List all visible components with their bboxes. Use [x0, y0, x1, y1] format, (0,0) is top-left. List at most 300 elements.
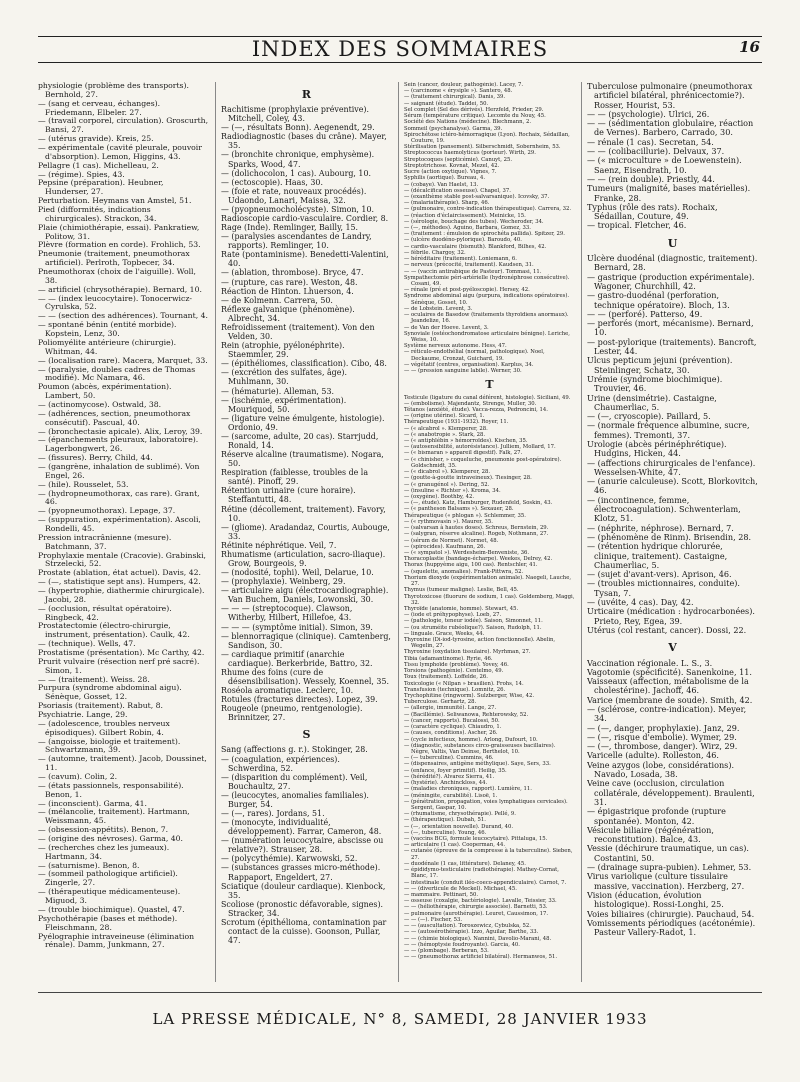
index-entry: — (actinomycose). Ostwald, 38.	[38, 399, 162, 409]
index-entry: — (états passionnels, responsabilité). Benon, 1.	[38, 780, 184, 799]
index-entry: — cutanée (épreuve de la compresse à la tuberculine). Sieben, 27.	[404, 848, 573, 861]
index-entry: — — (hémoptysie foudroyante). Garcia, 40.	[404, 941, 520, 948]
index-entry: Thoracoplastie (bandage-écharpe). Weekes, Delrey, 42.	[404, 556, 553, 563]
index-entry: Réserve alcaline (traumatisme). Nogara, 50.	[221, 450, 384, 469]
index-entry: Sein (cancer, douleur, pathogénie). Lacey, 7.	[404, 82, 524, 88]
index-entry: Thyroïde (anatomie, homme). Stewart, 45.	[404, 605, 519, 612]
page-footer: LA PRESSE MÉDICALE, N° 8, SAMEDI, 28 JANVIER 1933	[152, 1010, 648, 1028]
index-entry: — (épanchements pleuraux, laboratoire). Lagerbongwert, 26.	[38, 435, 199, 454]
index-entry: Varice (membrane de soude). Smith, 42.	[587, 694, 753, 705]
index-entry: — (cavum). Colin, 2.	[38, 772, 118, 782]
index-entry: — (rétention hydrique chlorurée, clinique, traitement). Castaigne, Chaumerliac, 5.	[587, 541, 728, 570]
index-entry: — (—, thrombose, danger). Wirz, 29.	[587, 741, 738, 752]
index-column-1	[38, 82, 209, 982]
footer-rule	[38, 992, 762, 993]
index-entry: Virus variolique (culture tissulaire massive, vaccination). Herzberg, 27.	[587, 871, 745, 891]
index-entry: — (occlusion, résultat opératoire). Ringbeck, 42.	[38, 603, 172, 622]
index-entry: Veine cave (occlusion, circulation collatérale, développement). Braulenti, 31.	[587, 778, 755, 807]
index-entry: — (pulmonaire, contre-indication thérapeutique). Carrera, 32.	[404, 206, 572, 213]
index-entry: Tuberculose pulmonaire (pneumothorax artificiel bilatéral, phrénicectomie?). Rosser, Hourist, 53.	[587, 82, 753, 110]
index-entry: — (saturnisme). Benon, 8.	[38, 860, 140, 870]
index-entry: — articulaire (1 cas). Cooperman, 44.	[404, 842, 506, 849]
index-entry: — (troubles mictionnaires, conduite). Tysan, 7.	[587, 578, 740, 598]
index-entry: — (exanthème stable post-salvarsanique). Icovsky, 37.	[404, 193, 550, 200]
index-entry: — (—, statistique sept ans). Humpers, 42.	[38, 577, 201, 587]
index-entry: Rhumatisme (articulation, sacro-iliaque). Grow, Bourgeois, 9.	[221, 549, 386, 568]
index-entry: — (« sympatol »). Werdesheim-Benveniste, 36.	[404, 549, 530, 556]
index-entry: — (sclérose, contre-indication). Meyer, 34.	[587, 704, 747, 724]
index-entry: — gastro-duodénal (perforation, technique opératoire). Bloch, 13.	[587, 290, 730, 310]
index-entry: Urticaire (médication : hydrocarbonées). Prieto, Rey, Egea, 39.	[587, 606, 755, 626]
index-entry: — nerveux (précocité, traitement). Kaudsen, 31.	[404, 262, 534, 269]
index-entry: — (gliome). Aradandaz, Courtis, Aubouge, 33.	[221, 522, 390, 541]
index-entry: — — (perforé). Patterso, 49.	[587, 308, 703, 319]
index-entry: — (causes, conditions). Ascher, 26.	[404, 730, 498, 737]
index-entry: — (—, rares). Jordans, 51.	[221, 809, 325, 819]
section-letter: V	[668, 641, 677, 655]
index-entry: — (« dicabrol »). Klemperer, 28.	[404, 469, 491, 476]
index-entry: — spontané bénin (entité morbide). Kopstein, Lenz, 30.	[38, 320, 177, 339]
index-entry: — (réaction d'éclaircissement). Meinicke, 15.	[404, 212, 526, 219]
index-entry: — (autosensibilité, autorésistance). Julliem, Mollard, 17.	[404, 444, 556, 451]
index-entry: Thyroxine (Di-iod-tyrosine, action fonctionnelle). Abelin, Wegelin, 27.	[404, 637, 556, 650]
index-entry: — (localisation rare). Macera, Marquet, 33.	[38, 355, 208, 365]
index-entry: Rétention urinaire (cure horaire). Steffantutti, 48.	[221, 486, 356, 505]
index-entry: — osseuse (coxalgie, bactériologie). Lavalle, Teissier, 33.	[404, 898, 557, 905]
index-entry: Urine (densimétrie). Castaigne, Chaumerliac, 5.	[587, 392, 717, 412]
index-entry: — — (traitement). Weiss. 28.	[38, 674, 150, 684]
index-entry: — de Lobstein. Levent, 3.	[404, 305, 473, 312]
index-entry: Synoviale (ostéochondromatose articulaire bénigne). Leriche, Weiss, 10.	[404, 330, 570, 343]
index-entry: Purpura (syndrome abdominal aigu). Sénèque, Gosset, 12.	[38, 683, 182, 702]
index-entry: — (excrétion des sulfates, âge). Muhlmann, 30.	[221, 368, 347, 387]
index-entry: — (utérus gravide). Kreis, 25.	[38, 134, 154, 144]
index-entry: Plaie (chimiothérapie, essai). Pankratiew, Politow, 31.	[38, 222, 200, 241]
index-entry: — épididymo-testiculaire (radiothérapie). Mathey-Cornat, Blanc, 17.	[404, 867, 559, 880]
index-entry: — de Kolmenn. Carrera, 50.	[221, 295, 333, 305]
index-entry: — (dolichocolon, 1 cas). Aubourg, 10.	[221, 168, 371, 178]
index-entry: — (enfance, foyer primitif). Heilig, 35.	[404, 767, 507, 774]
index-entry: Varicelle (adulte). Rolleston, 46.	[587, 750, 720, 761]
index-entry: — — (autosérothérapie). Izzo, Aguilar, Barthe, 33.	[404, 929, 539, 936]
index-entry: Voies biliaires (chirurgie). Pauchaud, 54.	[587, 908, 755, 919]
index-entry: — (adolescence, troubles nerveux épisodiques). Gilbert Robin, 4.	[38, 718, 170, 737]
index-entry: — perforés (mort, mécanisme). Bernard, 10.	[587, 318, 754, 338]
index-entry: Pied (difformités, indications chirurgicales). Strackon, 34.	[38, 205, 157, 223]
index-entry: — (affections chirurgicales de l'enfance). Wesselsen-White, 47.	[587, 457, 756, 477]
index-entry: Thérapeutique (« phlogan »). Schlemmer, 35.	[404, 512, 526, 519]
index-entry: — (thérapeutique). Dubah, 51.	[404, 817, 486, 824]
index-column-4	[587, 82, 758, 982]
index-entry: Radiodiagnostic (bases du crâne). Mayer, 35.	[221, 132, 387, 151]
index-entry: — (« antiphlébin » hémorroïdes). Kischen, 35.	[404, 438, 528, 445]
index-entry: — (traitement : émulsion de spirochéta pallida). Spitzer, 29.	[404, 231, 565, 238]
index-entry: — (caractère cyclique). Chiaudro, 1.	[404, 724, 502, 731]
index-entry: Pellagre (1 cas). Michelleau, 2.	[38, 160, 159, 170]
index-entry: Rhume des foins (cure de désensibilisation). Wessely, Koennel, 35.	[221, 667, 389, 686]
index-entry: — (hérédité?). Alvarez Sierra, 41.	[404, 773, 495, 780]
section-letter: R	[301, 88, 312, 101]
index-entry: Streptococcus haemolyticus (porteur). Wirth, 29.	[404, 150, 536, 157]
index-entry: — (angoisse, biologie et traitement). Schwartzmann, 39.	[38, 736, 181, 755]
index-entry: Perturbation. Heymans van Amstel, 51.	[38, 196, 192, 206]
index-entry: — de Van der Hoeve. Levent, 3.	[404, 324, 489, 331]
index-entry: — (embolisme). Majendantz, Strenge, Muller, 30.	[404, 400, 537, 407]
index-entry: Prophylaxie mentale (Cracovie). Grabinski, Strzelecki, 52.	[38, 550, 206, 569]
index-entry: — (trouble biochimique). Quastel, 47.	[38, 904, 185, 914]
index-entry: — (anurie calculeuse). Scott, Blorkovitch, 46.	[587, 476, 758, 496]
index-entry: — — — (streptocoque). Clawson, Witherby, Hilbert, Hillefoe, 43.	[221, 604, 353, 623]
index-entry: — (sérum de Normet). Normet, 48.	[404, 537, 499, 544]
index-entry: Veine azygos (lobe, considérations). Navado, Losada, 38.	[587, 759, 735, 780]
index-entry: — (—, risque d'embolie). Wymer, 29.	[587, 731, 737, 742]
index-column-2	[221, 82, 392, 982]
index-entry: — — (sédimentation globulaire, réaction de Vernes). Barbero, Carrado, 30.	[587, 118, 754, 138]
index-entry: Thymus (tumeur maligne). Leslie, Bell, 45.	[404, 587, 519, 594]
index-entry: — — (chimie biologique). Nannini, Davolio-Marani, 48.	[404, 935, 552, 942]
index-entry: — (diagnostic, substances circo-graisseuses bacillaires). Nègre, Valtis, Van Deinse, Berthelot, 10.	[404, 742, 556, 755]
index-entry: Ulcus pepticum jejuni (prévention). Steinlinger, Schatz, 30.	[587, 355, 733, 375]
index-entry: Sucre (action oxytique). Vignes, 7.	[404, 169, 497, 176]
index-entry: — — (plombage). Berberan, 53.	[404, 947, 489, 954]
index-entry: — (ligature veine émulgente, histologie). Ordonio, 49.	[221, 413, 385, 432]
index-entry: — cardio-vasculaire (bismuth). Blankford, Bilhes, 42.	[404, 243, 547, 250]
index-entry: — (goutte-à-goutte intraveineux). Tiesinger, 28.	[404, 475, 532, 482]
index-entry: — fébrile. Chargoy, 32.	[404, 249, 466, 256]
index-entry: Prostatisme (présentation). Mc Carthy, 42.	[38, 648, 205, 657]
index-entry: — rénale (pré et post-pyéloscopie). Hersey, 42.	[404, 287, 530, 294]
index-entry: Tissu lymphoïde (problème). Yovey, 46.	[404, 661, 509, 668]
index-entry: Trychophitine (ringworm). Sulzberger, Wise, 42.	[404, 693, 535, 699]
index-entry: — (sang et cerveau, échanges). Friedemann, Elbeler. 27.	[38, 98, 161, 117]
index-entry: — (suppuration, expérimentation). Ascoli, Rondelli, 45.	[38, 515, 201, 533]
index-entry: Pneumothorax (choix de l'aiguille). Woll, 38.	[38, 267, 196, 285]
index-entry: — épigastrique profonde (rupture spontanée). Monton, 42.	[587, 806, 726, 826]
index-entry: — (« microculture » de Loewenstein). Saenz, Eisendrath, 10.	[587, 155, 742, 175]
index-entry: — (—, orientation nouvelle). Durand, 40.	[404, 823, 514, 830]
index-entry: — (« rythmovasin »). Maurer, 35.	[404, 518, 493, 525]
index-entry: — (ischémie, expérimentation). Mouriquod, 50.	[221, 395, 347, 414]
index-entry: Tibia (adamantinome). Ryrie, 46.	[404, 655, 493, 662]
index-entry: Rate (pontaminisme). Benedetti-Valentini, 40.	[221, 250, 389, 269]
index-entry: — (pyopneumocholécyste). Simon, 10.	[221, 204, 374, 214]
index-entry: Stérilisation (pansement). Silberschmidt, Sobernheim, 53.	[404, 144, 561, 151]
index-entry: — artificiel (chrysothérapie). Bernard, 10.	[38, 284, 202, 294]
index-entry: — (sérologie, bouchage des tubes). Wecheroder, 34.	[404, 218, 544, 225]
index-entry: — cardiaque primitif (anarchie cardiaque). Berkerbride, Battro, 32.	[221, 649, 373, 668]
index-entry: — (sommeil pathologique artificiel). Zingerle, 27.	[38, 869, 178, 888]
index-entry: — (rhumatisme, chrysothérapie). Pellé, 9.	[404, 811, 516, 818]
index-entry: Typhus (rôle des rats). Rochaix, Sédaillan, Couture, 49.	[587, 201, 718, 222]
index-entry: — — (psychologie). Ulrici, 26.	[587, 108, 710, 119]
index-entry: — — (colibacillurie). Delvaux, 37.	[587, 146, 725, 157]
index-entry: Rotules (fractures directes). Lopez, 39.	[221, 695, 378, 705]
index-entry: Vaccination régionale. L. S., 3.	[587, 657, 713, 668]
index-entry: — (« chinisher, » coqueluche, pneumonie post-opératoire). Goldschmidt, 35.	[404, 456, 562, 469]
index-entry: Ulcère duodénal (diagnostic, traitement). Bernard, 28.	[587, 253, 758, 273]
index-entry: Rétine (décollement, traitement). Favory, 10.	[221, 504, 386, 523]
index-entry: — (cycle infectieux, homme). Arlong, Dufourt, 10.	[404, 736, 538, 743]
column-divider	[581, 82, 582, 982]
index-entry: — (—, tuberculine). Young, 46.	[404, 829, 487, 836]
index-entry: Sérum (température critique). Lecomte du Nouy, 45.	[404, 113, 546, 120]
index-entry: — (carcinome « érysiple »). Santero, 48.	[404, 88, 513, 95]
index-entry: — linguale. Grace, Weeks, 44.	[404, 630, 485, 637]
index-entry: — (fissures). Berry, Child, 44.	[38, 453, 153, 463]
index-entry: — — (auscultation). Toroszewicz, Cybulska, 52.	[404, 923, 531, 930]
index-entry: — (incontinence, femme, électrocoagulation). Schwenterlam, Klotz, 51.	[587, 494, 741, 524]
index-entry: — articulaire aigu (électrocardiographie). Van Buchem, Daniels, Lowonski, 30.	[221, 586, 389, 605]
index-entry: — (obsession-appétits). Benon, 7.	[38, 825, 169, 835]
index-entry: — (Bacillémie). Seliwanowa, Rehterowsky, 52.	[404, 711, 529, 718]
index-entry: Rétinite néphrétique. Veil, 7.	[221, 540, 337, 550]
index-entry: — rénale (1 cas). Secretan, 54.	[587, 136, 714, 147]
index-entry: — (uvéite, 4 cas). Day, 42.	[587, 597, 694, 608]
index-entry: Roséola aromatique. Leclerc, 10.	[221, 686, 354, 696]
index-entry: — (« anabotropie ». Stark, 28.	[404, 431, 486, 438]
index-entry: — (paralysie, doubles cadres de Thomas modifié). Mc Namara, 46.	[38, 364, 196, 383]
index-entry: Réflexe galvanique (phénomène). Albrecht, 34.	[221, 304, 355, 323]
index-entry: — héréditaire (traitement). Loniemann, 6.	[404, 256, 517, 263]
index-entry: — — (rein double). Priestly, 44.	[587, 173, 715, 184]
index-entry: Prostatectomie (électro-chirurgie, instrument, présentation). Caulk, 42.	[38, 621, 190, 640]
index-entry: Respiration (faiblesse, troubles de la santé). Pinoff, 29.	[221, 468, 369, 487]
index-entry: physiologie (problème des transports). Bernhold, 27.	[38, 82, 189, 99]
index-entry: — (régime). Spies, 43.	[38, 169, 125, 179]
index-entry: — (cobaye). Van Haelst, 13.	[404, 181, 479, 188]
index-entry: — (maladies chroniques, rapport). Lumière, 11.	[404, 786, 532, 793]
section-letter: U	[667, 236, 678, 250]
index-entry: — (iode et préhypophyse). Loeb, 27.	[404, 612, 502, 619]
index-entry: Streptocoques (septicémie). Canuyt, 25.	[404, 156, 513, 163]
index-entry: Psychothérapie (bases et méthode). Fleischmann, 28.	[38, 913, 178, 932]
index-entry: Thorium dioxyde (expérimentation animale). Naegeli, Lauche, 27.	[404, 574, 572, 588]
index-entry: Syphilis (aortique). Bureau, 4.	[404, 175, 486, 182]
index-entry: — (épithéliomes, classification). Cibo, 48.	[221, 359, 387, 369]
index-column-3	[404, 82, 575, 982]
index-entry: — (inconscient). Garma, 41.	[38, 798, 147, 808]
index-entry: — (ectoscopie). Haas, 30.	[221, 177, 323, 187]
index-entry: — (vaccins BCG, formule leucocytaire). Pittaluga, 15.	[404, 836, 548, 843]
index-entry: — oculaires de Basedow (traitements thyroïdiens anormaux). Jeandelize, 16.	[404, 312, 569, 325]
index-entry: Pyélographie intraveineuse (élimination rénale). Damm, Junkmann, 27.	[38, 931, 195, 950]
column-divider	[398, 82, 399, 982]
index-entry: — (travail corporel, circulation). Groscurth, Bansi, 27.	[38, 116, 209, 135]
index-entry: Rachitisme (prophylaxie préventive). Mitchell, Coley, 43.	[221, 105, 369, 124]
index-entry: — pulmonaire (aurothérapie). Leuret, Caussimon, 17.	[404, 910, 549, 917]
index-entry: — (bronchite chronique, emphysème). Sparks, Wood, 47.	[221, 150, 375, 169]
index-entry: Spirochétose ictéro-hémorragique (Lyon). Rochaix, Sédaillan, Couture, 19.	[404, 131, 570, 144]
page-header	[38, 30, 762, 70]
index-entry: — blennorragique (clinique). Camtenberg, Sandison, 30.	[221, 631, 391, 650]
index-entry: — (ou struméite rubéolique?). Saison, Rudolph, 11.	[404, 624, 542, 631]
index-entry: — (rupture, cas rare). Weston, 48.	[221, 277, 358, 287]
index-entry: — (—, étude). Katz, Hamburger, Rudenfeld, Soskin, 43.	[404, 500, 553, 507]
index-entry: Thyroxine (oxydation tissulaire). Myrhman, 27.	[404, 649, 531, 656]
index-entry: Refroidissement (traitement). Von den Velden, 30.	[221, 322, 375, 342]
index-entry: — (squelette, anomalies). Frank-Pittwra, 52.	[404, 568, 524, 575]
index-entry: — (pathologie, teneur iodée). Saison, Simonnet, 11.	[404, 618, 543, 625]
index-entry: — (salygran, réserve alcaline). Rogeb, Nothmann, 27.	[404, 531, 549, 538]
index-entry: — (origine utérine). Sicard, 1.	[404, 413, 485, 420]
index-entry: — intestinale (conduit iléo-coeco-appendiculaire). Carnot, 7.	[404, 879, 567, 886]
index-entry: Thérapeutique (1931-1932). Royer, 11.	[404, 419, 509, 426]
index-entry: — (traitement chirurgical). Danis, 39.	[404, 94, 506, 101]
index-entry: Thyrotoxicose (fluorure de sodium, 1 cas). Goldemberg, Maggi, 32.	[404, 593, 575, 606]
index-entry: — tropical. Fletcher, 46.	[587, 220, 687, 231]
index-entry: — (—, méthodes). Aguino, Barbara, Gomez, 33.	[404, 225, 531, 232]
index-entry: — (ablation, thrombose). Bryce, 47.	[221, 268, 364, 278]
index-entry: — (foie et rate, nouveaux procédés). Udaondo, Lanari, Maissa, 32.	[221, 186, 367, 205]
index-entry: — végétatif (centres, organisation). Karplus, 34.	[404, 361, 534, 368]
index-entry: — (malariathérapie). Sharp, 46.	[404, 200, 490, 207]
index-entry: — (oxygène). Boothby, 42.	[404, 494, 475, 500]
index-entry: Vésicule biliaire (régénération, reconstitution). Balce, 43.	[587, 824, 714, 845]
index-entry: Psoriasis (traitement). Rabut, 8.	[38, 701, 163, 711]
index-entry: — (thérapeutique médicamenteuse). Miguod, 3.	[38, 887, 181, 906]
index-entry: — (technique). Wells, 47.	[38, 639, 136, 649]
index-entry: Utérus (col restant, cancer). Dossi, 22.	[587, 624, 747, 635]
index-entry: Tétanos (anxiété, étude). Vacca-rezza, Pedroncini, 14.	[404, 406, 548, 413]
index-entry: Scrotum (épithélioma, contamination par contact de la cuisse). Goonson, Pullar, 47.	[221, 917, 387, 946]
index-entry: Rein (atrophie, pyélonéphrite). Staemmler, 29.	[221, 341, 345, 360]
index-entry: Toxicologie (« Nilpan » brasilien). Frohs, 14.	[404, 680, 524, 687]
index-entry: — (« pantheson Balsams »). Sexauer, 28.	[404, 506, 514, 513]
index-entry: — — (diverticule de Meckel). Michael, 45.	[404, 885, 517, 892]
index-entry: Plèvre (formation en corde). Frohlich, 53.	[38, 240, 201, 250]
index-entry: — (pénétration, propagation, voies lymphatiques cervicales). Sergent, Gaspar, 10.	[404, 798, 568, 811]
index-entry: — (substances grasses micro-méthode). Rappaport, Engeldert, 27.	[221, 863, 381, 882]
index-entry: — (allergie, immunité). Lange, 27.	[404, 705, 497, 712]
index-entry: Streptotrichose. Kovnat, Mezel, 42.	[404, 162, 500, 169]
index-entry: — — (vaccin antirabique de Pasteur). Tommasi, 11.	[404, 268, 542, 275]
index-entry: — (polycythémie). Karwowski, 52.	[221, 854, 358, 864]
index-entry: — post-pylorique (traitements). Bancroft, Lester, 44.	[587, 336, 757, 357]
index-entry: — (paralysies ascendantes de Landry, rapports). Remlinger, 10.	[221, 232, 372, 251]
index-entry: — (automne, traitement). Jacob, Doussinet, 11.	[38, 754, 207, 773]
index-entry: — réticulo-endothélial (normal, pathologique). Noel, Deckaume, Cronzat, Guichard, 19.	[404, 349, 545, 362]
index-entry: — (coagulation, expériences). Schwerdina, 52.	[221, 754, 340, 773]
index-entry: — expérimentale (cavité pleurale, pouvoir d'absorption). Lemon, Higgins, 43.	[38, 143, 202, 161]
index-entry: — (phénomène de Rinm). Brisendin, 28.	[587, 531, 752, 542]
index-entry: — (—, cryoscopie). Paillard, 5.	[587, 411, 711, 422]
index-entry: Société des Nations (médecine). Blechmann, 2.	[404, 119, 532, 126]
index-entry: — (bronchectasie apicale). Alix, Leroy, 39.	[38, 426, 203, 436]
index-entry: — — (section des adhérences). Tournant, 4.	[38, 311, 208, 321]
index-entry: — (prophylaxie). Weinberg, 29.	[221, 577, 346, 587]
index-entry: — (hypertrophie, diathermie chirurgicale). Jacobi, 28.	[38, 585, 205, 604]
index-entry: — (nodosité, tophi). Weil, Delarue, 10.	[221, 568, 374, 578]
index-entry: Système nerveux autonome. Hess, 47.	[404, 343, 507, 350]
index-entry: Syndrome abdominal aigu (purpura, indications opératoires). Sénèque, Gosset, 10.	[404, 293, 570, 306]
index-entry: Réaction de Hinton. Lhuerson, 4.	[221, 286, 354, 296]
index-entry: — (adhérences, section, pneumothorax consécutif). Pascual, 40.	[38, 408, 191, 427]
index-entry: — (ulcère duodéno-pylorique). Baroudo, 40.	[404, 237, 522, 244]
index-entry: Sympathectomie péri-artérielle (hydronéphrose consécutive). Cosani, 49.	[404, 274, 570, 287]
index-entry: Prurit vulvaire (résection nerf pré sacré). Simon, 1.	[38, 656, 200, 675]
column-divider	[215, 82, 216, 982]
index-entry: — (hydropneumothorax, cas rare). Grant, 46.	[38, 488, 200, 507]
index-entry: — (insuline « Richter »). Kroma, 34.	[404, 487, 501, 494]
index-entry: — (—, danger, prophylaxie). Janz, 29.	[587, 722, 740, 733]
index-entry: Sommeil (psychanalyse). Garma, 39.	[404, 125, 503, 132]
index-entry: Vision (éducation, évolution histologique). Rossi-Longhi, 25.	[587, 889, 724, 910]
index-entry: Sang (affections g. r.). Stokinger, 28.	[221, 745, 368, 755]
index-columns	[38, 82, 762, 982]
index-entry: — (spirocides). Kaufmann, 26.	[404, 543, 486, 550]
index-entry: Rage (Inde). Remlinger, Bailly, 15.	[221, 223, 359, 233]
index-entry: — (hile). Rousselet, 53.	[38, 479, 129, 489]
index-entry: — — (héliothérapie, chirurgie associée). Barnetti, 53.	[404, 904, 548, 911]
index-entry: — (origine des névroses). Garma, 40.	[38, 834, 183, 844]
index-entry: — (« alcabrol ». Klemperer, 28.	[404, 425, 488, 432]
index-entry: Tuberculose. Gerhartz, 28.	[404, 699, 477, 706]
header-bottom-rule	[38, 62, 762, 63]
index-entry: — (leucocytes, anomalies familiales). Burger, 54.	[221, 790, 369, 809]
index-entry: — — (—). Fischer, 53.	[404, 916, 463, 923]
section-letter: S	[302, 728, 311, 742]
index-entry: Psychiatrie. Lange, 29.	[38, 710, 128, 720]
index-entry: Pression intracrânienne (mesure). Batchmann, 37.	[38, 532, 172, 551]
index-entry: Radioscopie cardio-vasculaire. Cordier, 8.	[221, 214, 389, 224]
index-entry: Urologie (abcès périnéphrétique). Hudgins, Hicken, 44.	[587, 438, 727, 459]
index-entry: — (recherches chez les jumeaux). Hartmann, 34.	[38, 842, 170, 861]
index-entry: — saignant (étude). Taddei, 50.	[404, 100, 489, 107]
index-entry: Pepsine (préparation). Heubner, Hunderser, 27.	[38, 178, 164, 197]
index-entry: — (salvarsan à hautes doses). Schreus, Bernstein, 29.	[404, 525, 549, 532]
index-entry: — (—, résultats Bonn). Aegenendt, 29.	[221, 123, 375, 133]
index-entry: Rougeole (pneumo, rentgenologie). Brinnitzer, 27.	[221, 704, 363, 723]
index-entry: Poumon (abcès, expérimentation). Lambert, 50.	[38, 382, 172, 401]
index-entry: Vaisseaux (affection, métabolisme de la cholestérine). Jachoff, 46.	[587, 676, 749, 696]
index-entry: — (hystérie). Anchinckloss, 44.	[404, 780, 488, 787]
index-entry: — (sujet d'avant-vers). Aprison, 46.	[587, 569, 732, 580]
index-entry: Vomissements périodiques (acétonémie). Pasteur Vallery-Radot, 1.	[587, 917, 756, 938]
index-entry: — (gangrène, inhalation de sublimé). Von Engel, 26.	[38, 461, 200, 480]
index-entry: Urémie (syndrome biochimique). Trouvier, 46.	[587, 373, 723, 394]
index-entry: Thorax (huppyème aigu, 100 cas). Rentschler, 41.	[404, 562, 538, 569]
index-entry: — (monocyte, individualité, développement). Farrar, Cameron, 48.	[221, 818, 382, 837]
index-entry: Vessie (déchirure traumatique, un cas). Costantini, 50.	[587, 843, 749, 863]
index-entry: Transfusion (technique). Lomnitz, 26.	[404, 686, 506, 693]
index-entry: — gastrique (production expérimentale). Wagoner, Churchhill, 42.	[587, 271, 755, 291]
index-entry: — — (pneumothorax artificiel bilatéral). Hermanwos, 51.	[404, 954, 558, 961]
index-entry: Poliomyélite antérieure (chirurgie). Whitman, 44.	[38, 337, 177, 356]
index-entry: — (— tuberculine). Cummins, 46.	[404, 755, 494, 762]
index-entry: Sel complet (Sel des dérivés). Herzfeld, Frieder, 29.	[404, 106, 544, 113]
index-entry: Prostate (ablation, état actuel). Davis, 42.	[38, 568, 201, 578]
index-entry: — (sarcome, adulte, 20 cas). Starrjudd, Ronald, 14.	[221, 431, 379, 450]
index-entry: Tumeurs (malignité, bases matérielles). Franke, 28.	[587, 183, 751, 203]
section-letter: T	[485, 378, 494, 392]
index-entry: — (normale fréquence albumine, sucre, femmes). Tremonti, 37.	[587, 420, 750, 440]
page-title: INDEX DES SOMMAIRES	[251, 37, 549, 61]
index-entry: — — — (symptôme initial). Simon, 39.	[221, 622, 373, 632]
page-number: 16	[739, 38, 760, 56]
index-entry: — (numération leucocytaire, abscisse ou relative?). Strauser, 28.	[221, 836, 384, 855]
index-entry: — — (pression sanguine labile). Werner, 30.	[404, 368, 522, 375]
index-entry: — (dispensaires, antigène méthylique). Saye, Sers, 33.	[404, 761, 551, 768]
index-entry: Testicule (ligature du canal déférent, histologie). Siciliani, 49.	[404, 394, 571, 401]
index-entry: — (drainage supra-pubien). Lehmer, 53.	[587, 862, 752, 873]
index-entry: — (néphrite, néphrose). Bernard, 7.	[587, 522, 734, 533]
index-entry: — (mélancolie, traitement). Hartmann, Weissmann, 45.	[38, 807, 190, 826]
index-entry: Torsions (pathogénie). Centelmo, 49.	[404, 668, 504, 675]
index-entry: Scoliose (pronostic défavorable, signes). Stracker, 34.	[221, 899, 384, 918]
index-entry: — (disparition du complément). Veil, Bouchaultz, 27.	[221, 772, 368, 791]
index-entry: — (« bismaran » appareil digestif). Falk, 27.	[404, 450, 523, 457]
index-entry: Toux (traitement). Loffelde, 26.	[404, 674, 488, 681]
